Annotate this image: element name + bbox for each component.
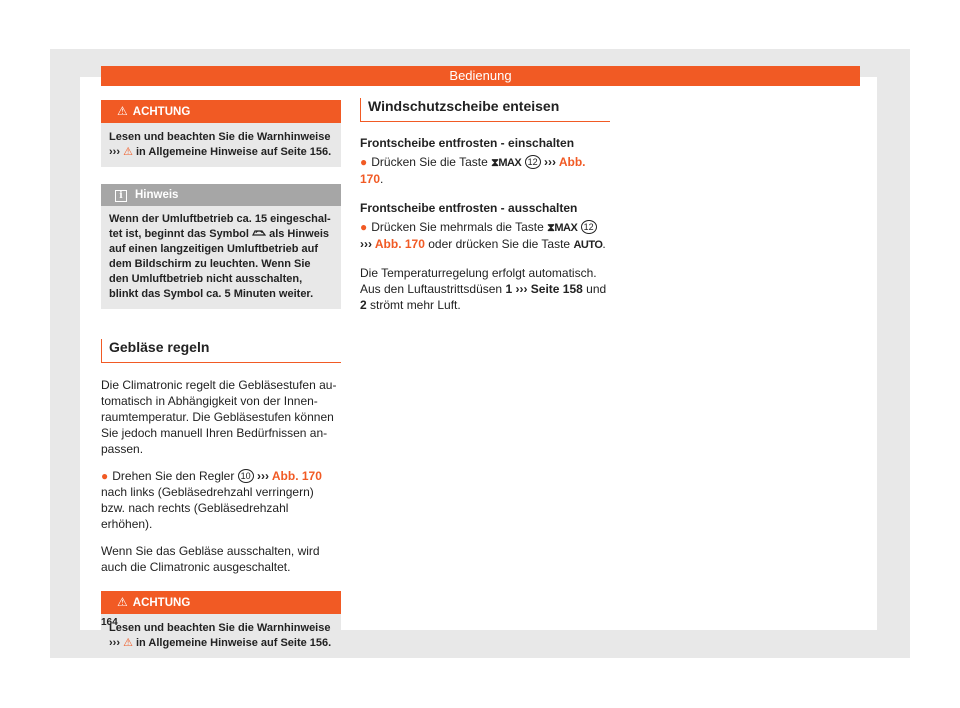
vent-number: 1 [505, 282, 513, 296]
warning-title: ACHTUNG [132, 106, 191, 118]
warning-body [101, 614, 341, 658]
fan-bullet [101, 468, 341, 532]
recirculation-car-icon [252, 228, 266, 240]
paragraph-text: Die Temperaturregelung erfolgt automatisch. Aus den Luftaustrittsdüsen [360, 266, 597, 296]
link-arrows: ››› [512, 282, 531, 296]
fan-paragraph-1: Die Climatronic regelt die Gebläsestufen au-tomatisch in Abhängigkeit von der Innen-raumtemperatur. Die Gebläsestufen können Sie jedoch manuell Ihren Bedürfnissen an-passen. [101, 378, 337, 456]
section-title-fan: Gebläse regeln [101, 339, 341, 363]
defrost-paragraph [360, 265, 610, 313]
warning-triangle-icon: ⚠ [123, 146, 133, 158]
warning-link[interactable]: in Allgemeine Hinweise auf Seite 156. [132, 146, 332, 158]
warning-box-top [101, 100, 341, 167]
note-text-start: Wenn der Umluftbetrieb ca. 15 eingeschal-tet ist, beginnt das Symbol [109, 213, 331, 240]
punctuation: . [602, 237, 606, 251]
bullet-text: Drücken Sie mehrmals die Taste [371, 220, 548, 234]
auto-key-icon: AUTO [573, 239, 603, 251]
note-box [101, 184, 341, 309]
defrost-off-bullet [360, 219, 610, 253]
chapter-header: Bedienung [101, 66, 860, 86]
paragraph-text: und [582, 282, 607, 296]
bullet-text: oder drücken Sie die Taste [424, 237, 574, 251]
link-arrows: ››› [109, 637, 120, 649]
defrost-max-key-icon: ⧗MAX [491, 157, 522, 169]
fan-paragraph-2: Wenn Sie das Gebläse ausschalten, wird auch die Climatronic ausgeschaltet. [101, 544, 320, 574]
page-link[interactable]: Seite 158 [530, 282, 583, 296]
punctuation: . [380, 172, 384, 186]
warning-triangle-icon: ⚠ [117, 104, 128, 118]
warning-text: Lesen und beachten Sie die Warnhinweise [109, 622, 331, 634]
figure-link[interactable]: Abb. 170 [360, 155, 586, 186]
subheading-defrost-on: Frontscheibe entfrosten - einschalten [360, 136, 575, 150]
warning-triangle-icon: ⚠ [123, 637, 133, 649]
right-column [360, 98, 610, 313]
warning-triangle-icon: ⚠ [117, 595, 128, 609]
warning-header [101, 100, 341, 123]
warning-title: ACHTUNG [132, 597, 191, 609]
info-icon: i [115, 190, 127, 202]
vent-number: 2 [360, 298, 367, 312]
note-text-end: als Hinweis auf einen langzeitigen Umluftbetrieb auf dem Bildschirm zu leuchten. Wenn Sie den Umluftbetrieb nicht ausschalten, blinkt das Symbol ca. 5 Minuten weiter. [109, 228, 330, 300]
paragraph-text: strömt mehr Luft. [366, 298, 461, 312]
bullet-text: Drehen Sie den Regler [112, 469, 238, 483]
left-column [101, 100, 341, 658]
subheading-defrost-off: Frontscheibe entfrosten - ausschalten [360, 201, 578, 215]
section-title-defrost: Windschutzscheibe enteisen [360, 98, 610, 122]
figure-link[interactable]: Abb. 170 [271, 469, 322, 483]
defrost-max-key-icon: ⧗MAX [547, 222, 578, 234]
note-title: Hinweis [135, 189, 179, 201]
bullet-icon: ● [360, 220, 368, 234]
control-number-badge: 12 [581, 220, 597, 234]
link-arrows: ››› [109, 146, 120, 158]
warning-header [101, 591, 341, 614]
warning-box-bottom [101, 591, 341, 658]
warning-link[interactable]: in Allgemeine Hinweise auf Seite 156. [132, 637, 332, 649]
page-number: 164 [101, 617, 118, 628]
bullet-text-end: nach links (Gebläsedrehzahl verringern) bzw. nach rechts (Gebläsedrehzahl erhöhen). [101, 485, 314, 531]
bullet-icon: ● [101, 469, 109, 483]
warning-text: Lesen und beachten Sie die Warnhinweise [109, 131, 331, 143]
bullet-text: Drücken Sie die Taste [371, 155, 492, 169]
control-number-badge: 12 [525, 155, 541, 169]
link-arrows: ››› [360, 237, 375, 251]
bullet-icon: ● [360, 155, 368, 169]
warning-body [101, 123, 341, 167]
link-arrows: ››› [253, 469, 272, 483]
note-body [101, 206, 341, 309]
defrost-on-bullet [360, 154, 610, 187]
figure-link[interactable]: Abb. 170 [374, 237, 425, 251]
link-arrows: ››› [540, 155, 559, 169]
note-header [101, 184, 341, 206]
control-number-badge: 10 [238, 469, 254, 483]
